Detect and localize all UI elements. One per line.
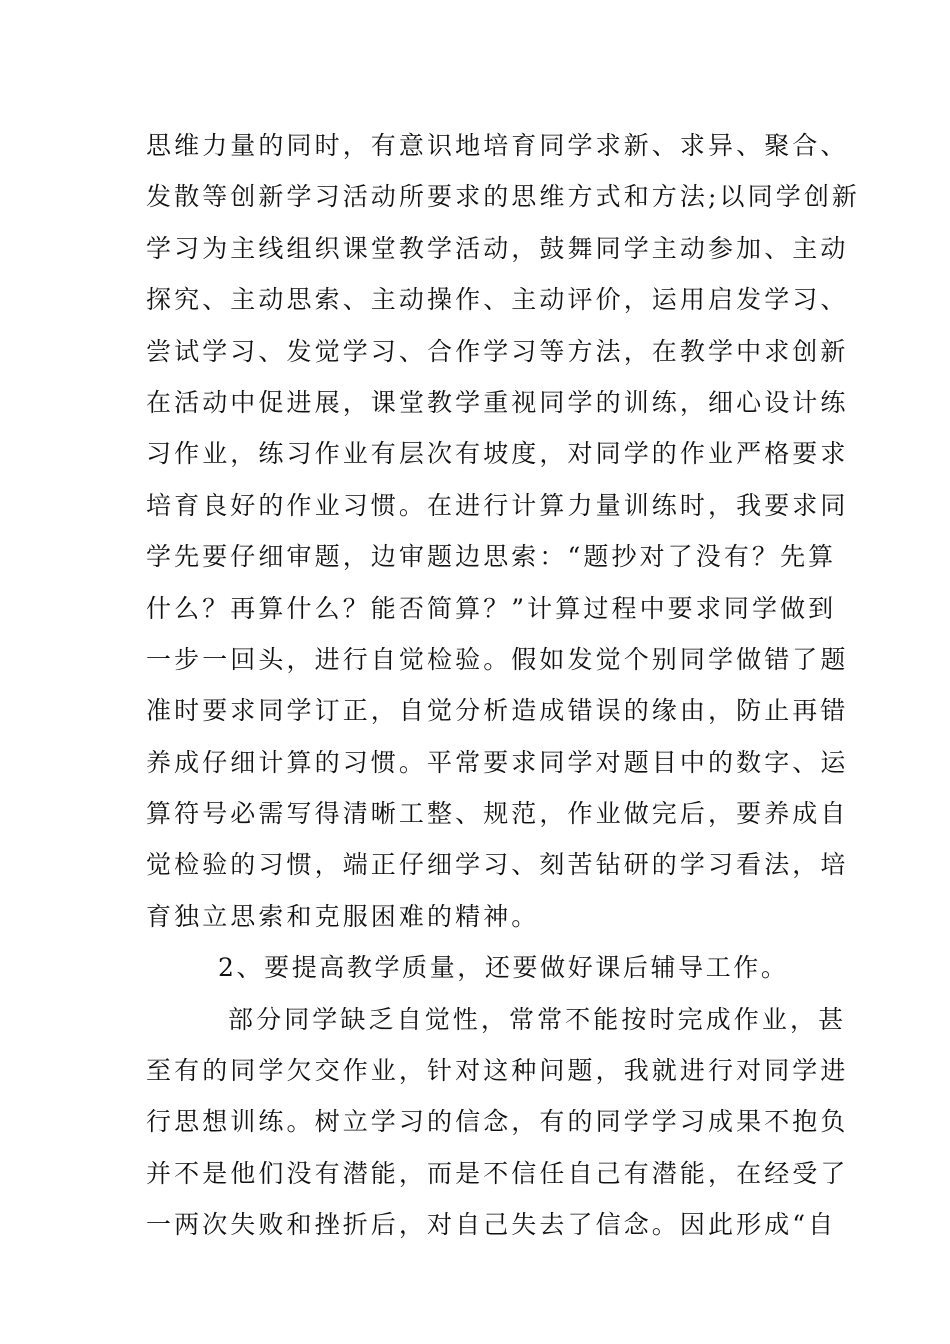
text-line: 培育良好的作业习惯。在进行计算力量训练时，我要求同 <box>146 490 849 520</box>
body-text <box>146 120 861 1251</box>
text-line: 至有的同学欠交作业，针对这种问题，我就进行对同学进 <box>146 1056 849 1086</box>
text-line: 学先要仔细审题，边审题边思索：“题抄对了没有？先算 <box>146 542 837 572</box>
text-line: 并不是他们没有潜能，而是不信任自己有潜能，在经受了 <box>146 1158 849 1188</box>
text-line: 觉检验的习惯，端正仔细学习、刻苦钻研的学习看法，培 <box>146 850 849 880</box>
text-line: 准时要求同学订正，自觉分析造成错误的缘由，防止再错 <box>146 696 849 726</box>
text-line: 在活动中促进展，课堂教学重视同学的训练，细心设计练 <box>146 387 849 417</box>
text-line: 一两次失败和挫折后，对自己失去了信念。因此形成“自 <box>146 1210 837 1240</box>
text-line: 探究、主动思索、主动操作、主动评价，运用启发学习、 <box>146 285 849 315</box>
text-line: 养成仔细计算的习惯。平常要求同学对题目中的数字、运 <box>146 747 849 777</box>
text-line: 什么？再算什么？能否简算？”计算过程中要求同学做到 <box>146 593 837 623</box>
text-line: 习作业，练习作业有层次有坡度，对同学的作业严格要求 <box>146 439 849 469</box>
paragraph-first-line: 部分同学缺乏自觉性，常常不能按时完成作业，甚 <box>228 1004 847 1034</box>
text-line: 一步一回头，进行自觉检验。假如发觉个别同学做错了题 <box>146 644 849 674</box>
section-heading: 2、要提高教学质量，还要做好课后辅导工作。 <box>218 953 789 983</box>
text-line: 发散等创新学习活动所要求的思维方式和方法;以同学创新 <box>146 182 861 212</box>
text-line: 育独立思索和克服困难的精神。 <box>146 901 540 931</box>
text-line: 行思想训练。树立学习的信念，有的同学学习成果不抱负 <box>146 1107 849 1137</box>
text-line: 算符号必需写得清晰工整、规范，作业做完后，要养成自 <box>146 799 849 829</box>
text-line: 学习为主线组织课堂教学活动，鼓舞同学主动参加、主动 <box>146 233 849 263</box>
text-line: 尝试学习、发觉学习、合作学习等方法，在教学中求创新 <box>146 336 849 366</box>
text-line: 思维力量的同时，有意识地培育同学求新、求异、聚合、 <box>146 131 849 160</box>
